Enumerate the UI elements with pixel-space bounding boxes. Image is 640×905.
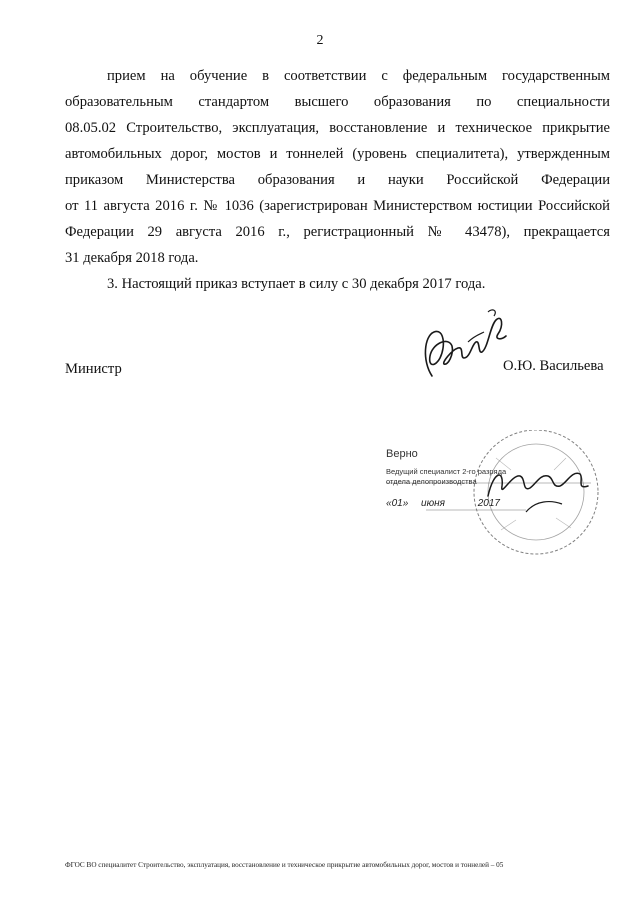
body-line: прием на обучение в соответствии с федеральным государственным: [107, 68, 610, 84]
certification-date: «01» июня 2017: [386, 498, 500, 509]
body-line: автомобильных дорог, мостов и тоннелей (уровень специалитета), утвержденным: [65, 146, 610, 162]
date-month: июня: [421, 498, 445, 509]
body-line: приказом Министерства образования и науки Российской Федерации: [65, 172, 610, 188]
body-line: 08.05.02 Строительство, эксплуатация, восстановление и техническое прикрытие: [65, 120, 610, 136]
body-line: образовательным стандартом высшего образования по специальности: [65, 94, 610, 110]
date-year-suffix: 17: [488, 498, 500, 509]
date-year-prefix: 20: [477, 498, 489, 509]
certifier-department: отдела делопроизводства: [386, 477, 477, 486]
certifier-position: Ведущий специалист 2-го разряда: [386, 467, 507, 476]
body-line: 31 декабря 2018 года.: [65, 250, 199, 266]
certification-verno: Верно: [386, 448, 418, 460]
footer-note: ФГОС ВО специалитет Строительство, эксплуатация, восстановление и техническое прикрытие автомобильных дорог, мостов и тоннелей – 05: [65, 861, 504, 869]
handwritten-signature: [418, 306, 513, 386]
page-number: 2: [316, 33, 324, 48]
certification-stamp: [376, 430, 606, 570]
signatory-name: О.Ю. Васильева: [503, 358, 604, 374]
body-line: от 11 августа 2016 г. № 1036 (зарегистрирован Министерством юстиции Российской: [65, 198, 610, 214]
paragraph-3: 3. Настоящий приказ вступает в силу с 30 декабря 2017 года.: [107, 276, 486, 292]
signatory-title: Министр: [65, 361, 122, 377]
body-line: Федерации 29 августа 2016 г., регистрационный № 43478), прекращается: [65, 224, 610, 240]
date-day: 01: [391, 498, 403, 509]
